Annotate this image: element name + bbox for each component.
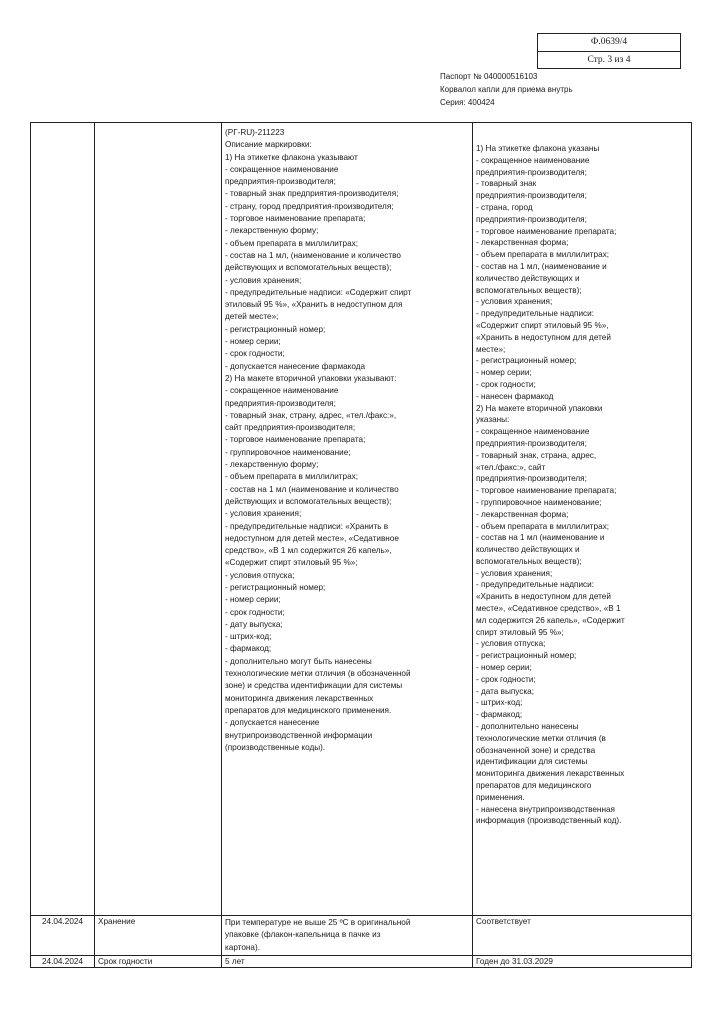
marking-result-line: технологические метки отличия (в bbox=[476, 733, 606, 743]
marking-spec-line: - лекарственную форму; bbox=[225, 226, 319, 236]
marking-result-line: указаны: bbox=[476, 415, 510, 425]
marking-spec-line: - регистрационный номер; bbox=[225, 324, 326, 334]
marking-spec-line: - условия отпуска; bbox=[225, 570, 295, 580]
marking-spec-line: - регистрационный номер; bbox=[225, 582, 326, 592]
marking-result-line: - лекарственная форма; bbox=[476, 509, 569, 519]
marking-result-line: - номер серии; bbox=[476, 663, 532, 673]
marking-result-line: - регистрационный номер; bbox=[476, 651, 577, 661]
marking-result-line: количество действующих и bbox=[476, 545, 580, 555]
marking-spec-line: «Содержит спирт этиловый 95 %»; bbox=[225, 558, 358, 568]
marking-spec-line: - допускается нанесение фармакода bbox=[225, 361, 366, 371]
table-row-shelf-life bbox=[31, 955, 692, 967]
marking-result-line: «тел./факс:», сайт bbox=[476, 462, 546, 472]
marking-spec-line: средство», «В 1 мл содержится 26 капель», bbox=[225, 546, 392, 556]
marking-spec-line: - номер серии; bbox=[225, 337, 281, 347]
marking-result-line: «Содержит спирт этиловый 95 %», bbox=[476, 320, 609, 330]
marking-result-line: - состав на 1 мл (наименование и bbox=[476, 533, 605, 543]
marking-result-line: «Хранить в недоступном для детей bbox=[476, 592, 611, 602]
marking-spec-line: - объем препарата в миллилитрах; bbox=[225, 472, 359, 482]
marking-spec-line: - состав на 1 мл (наименование и количество bbox=[225, 484, 399, 494]
marking-spec-line: предприятия-производителя; bbox=[225, 398, 336, 408]
marking-result-line: предприятия-производителя; bbox=[476, 191, 587, 201]
marking-spec-line: действующих и вспомогательных веществ); bbox=[225, 496, 392, 506]
marking-result-line: - условия хранения; bbox=[476, 297, 553, 307]
marking-spec-line: - объем препарата в миллилитрах; bbox=[225, 238, 359, 248]
marking-spec-line: зоне) и средства идентификации для системы bbox=[225, 681, 403, 691]
marking-spec-line: внутрипроизводственной информации bbox=[225, 730, 373, 740]
marking-result-line: - группировочное наименование; bbox=[476, 497, 602, 507]
marking-spec-line: технологические метки отличия (в обозначенной bbox=[225, 669, 411, 679]
product-name: Корвалол капли для приема внутрь bbox=[440, 85, 573, 94]
marking-result-line: предприятия-производителя; bbox=[476, 438, 587, 448]
marking-spec-line: Описание маркировки: bbox=[225, 140, 312, 150]
marking-spec-line: - предупредительные надписи: «Хранить в bbox=[225, 521, 389, 531]
marking-spec-line: - срок годности; bbox=[225, 349, 285, 359]
marking-result-line: месте»; bbox=[476, 344, 506, 354]
marking-spec-line: - номер серии; bbox=[225, 595, 281, 605]
marking-result-line: идентификации для системы bbox=[476, 757, 588, 767]
marking-spec-line: мониторинга движения лекарственных bbox=[225, 693, 374, 703]
marking-result-cell bbox=[473, 123, 692, 916]
marking-result-line: мониторинга движения лекарственных bbox=[476, 769, 625, 779]
marking-spec-line: - товарный знак предприятия-производителя; bbox=[225, 189, 399, 199]
marking-spec-line: препаратов для медицинского применения. bbox=[225, 705, 392, 715]
marking-spec-text bbox=[225, 127, 469, 754]
marking-name-cell bbox=[95, 123, 222, 916]
storage-name: Хранение bbox=[95, 916, 222, 956]
marking-result-line: - условия отпуска; bbox=[476, 639, 546, 649]
marking-spec-line: - сокращенное наименование bbox=[225, 386, 339, 396]
marking-spec-line: - предупредительные надписи: «Содержит спирт bbox=[225, 287, 412, 297]
storage-spec-line: При температуре не выше 25 ºС в оригинальной bbox=[225, 918, 411, 927]
storage-result: Соответствует bbox=[473, 916, 692, 956]
marking-spec-line: - лекарственную форму; bbox=[225, 460, 319, 470]
marking-spec-line: - дату выпуска; bbox=[225, 619, 283, 629]
marking-spec-line: (производственные коды). bbox=[225, 742, 326, 752]
shelf-life-result: Годен до 31.03.2029 bbox=[473, 955, 692, 967]
marking-result-line: - страна, город bbox=[476, 202, 533, 212]
marking-spec-line: - страну, город предприятия-производителя; bbox=[225, 201, 394, 211]
marking-spec-line: - товарный знак, страну, адрес, «тел./факс:», bbox=[225, 410, 397, 420]
marking-result-line: - условия хранения; bbox=[476, 568, 553, 578]
marking-result-line: обозначенной зоне) и средства bbox=[476, 745, 596, 755]
marking-result-line: - торговое наименование препарата; bbox=[476, 486, 617, 496]
marking-result-line: - дополнительно нанесены bbox=[476, 722, 579, 732]
marking-result-line: мл содержится 26 капель», «Содержит bbox=[476, 615, 625, 625]
marking-result-line: - предупредительные надписи: bbox=[476, 309, 594, 319]
series-number: Серия: 400424 bbox=[440, 98, 495, 107]
marking-spec-line: - срок годности; bbox=[225, 607, 285, 617]
passport-header bbox=[440, 70, 573, 109]
marking-spec-line: - условия хранения; bbox=[225, 275, 302, 285]
marking-spec-line: детей месте»; bbox=[225, 312, 279, 322]
marking-result-line: - торговое наименование препарата; bbox=[476, 226, 617, 236]
marking-date-cell bbox=[31, 123, 95, 916]
marking-result-line: - товарный знак bbox=[476, 179, 537, 189]
marking-result-line: спирт этиловый 95 %»; bbox=[476, 627, 564, 637]
storage-spec-text bbox=[225, 917, 469, 954]
marking-spec-line: - сокращенное наименование bbox=[225, 164, 339, 174]
marking-spec-line: - торговое наименование препарата; bbox=[225, 214, 366, 224]
shelf-life-date: 24.04.2024 bbox=[31, 955, 95, 967]
storage-spec-line: картона). bbox=[225, 942, 260, 952]
marking-result-text bbox=[476, 143, 688, 827]
marking-spec-line: 2) На макете вторичной упаковки указывают: bbox=[225, 373, 397, 383]
marking-spec-line: этиловый 95 %», «Хранить в недоступном для bbox=[225, 300, 403, 310]
marking-result-line: «Хранить в недоступном для детей bbox=[476, 332, 611, 342]
marking-spec-line: - допускается нанесение bbox=[225, 718, 320, 728]
page-number: Стр. 3 из 4 bbox=[538, 51, 680, 69]
marking-result-line: вспомогательных веществ); bbox=[476, 556, 582, 566]
marking-result-line: количество действующих и bbox=[476, 273, 580, 283]
storage-spec-cell bbox=[222, 916, 473, 956]
marking-spec-line: - группировочное наименование; bbox=[225, 447, 351, 457]
marking-result-line: предприятия-производителя; bbox=[476, 167, 587, 177]
storage-date: 24.04.2024 bbox=[31, 916, 95, 956]
form-code-box bbox=[537, 33, 681, 69]
marking-result-line: - нанесена внутрипроизводственная bbox=[476, 804, 615, 814]
marking-result-line: - дата выпуска; bbox=[476, 686, 534, 696]
marking-result-line: - штрих-код; bbox=[476, 698, 523, 708]
marking-spec-line: предприятия-производителя; bbox=[225, 177, 336, 187]
shelf-life-name: Срок годности bbox=[95, 955, 222, 967]
marking-spec-line: (РГ-RU)-211223 bbox=[225, 128, 285, 137]
marking-result-line: - сокращенное наименование bbox=[476, 155, 590, 165]
marking-spec-line: - фармакод; bbox=[225, 644, 272, 654]
marking-result-line: - лекарственная форма; bbox=[476, 238, 569, 248]
marking-spec-line: - условия хранения; bbox=[225, 509, 302, 519]
marking-spec-line: - состав на 1 мл, (наименование и количество bbox=[225, 250, 401, 260]
marking-spec-line: - дополнительно могут быть нанесены bbox=[225, 656, 372, 666]
form-code: Ф.0639/4 bbox=[590, 37, 628, 47]
marking-result-line: - фармакод; bbox=[476, 710, 523, 720]
marking-result-line: - объем препарата в миллилитрах; bbox=[476, 521, 610, 531]
storage-spec-line: упаковке (флакон-капельница в пачке из bbox=[225, 930, 381, 940]
table-row-storage bbox=[31, 916, 692, 956]
marking-result-line: 1) На этикетке флакона указаны bbox=[476, 144, 600, 153]
quality-table bbox=[30, 122, 692, 968]
marking-result-line: информация (производственный код). bbox=[476, 816, 622, 826]
marking-result-line: предприятия-производителя; bbox=[476, 214, 587, 224]
marking-result-line: - нанесен фармакод bbox=[476, 391, 554, 401]
passport-number: Паспорт № 040000516103 bbox=[440, 72, 538, 81]
marking-result-line: применения. bbox=[476, 792, 525, 802]
marking-spec-line: - штрих-код; bbox=[225, 632, 272, 642]
marking-result-line: - срок годности; bbox=[476, 379, 536, 389]
marking-result-line: месте», «Седативное средство», «В 1 bbox=[476, 604, 621, 614]
marking-result-line: - регистрационный номер; bbox=[476, 356, 577, 366]
marking-result-line: - сокращенное наименование bbox=[476, 427, 590, 437]
marking-result-line: вспомогательных веществ); bbox=[476, 285, 582, 295]
shelf-life-spec: 5 лет bbox=[222, 955, 473, 967]
table-row-marking bbox=[31, 123, 692, 916]
marking-spec-line: 1) На этикетке флакона указывают bbox=[225, 152, 358, 162]
marking-result-line: - срок годности; bbox=[476, 674, 536, 684]
marking-result-line: предприятия-производителя; bbox=[476, 474, 587, 484]
marking-result-line: 2) На макете вторичной упаковки bbox=[476, 403, 603, 413]
marking-spec-cell bbox=[222, 123, 473, 916]
marking-result-line: - товарный знак, страна, адрес, bbox=[476, 450, 597, 460]
marking-spec-line: сайт предприятия-производителя; bbox=[225, 423, 356, 433]
marking-result-line: - состав на 1 мл, (наименование и bbox=[476, 261, 607, 271]
marking-spec-line: действующих и вспомогательных веществ); bbox=[225, 263, 392, 273]
marking-result-line: - предупредительные надписи: bbox=[476, 580, 594, 590]
marking-result-line: препаратов для медицинского bbox=[476, 781, 592, 791]
marking-spec-line: - торговое наименование препарата; bbox=[225, 435, 366, 445]
marking-result-line: - объем препарата в миллилитрах; bbox=[476, 250, 610, 260]
marking-result-line: - номер серии; bbox=[476, 368, 532, 378]
marking-spec-line: недоступном для детей месте», «Седативное bbox=[225, 533, 399, 543]
